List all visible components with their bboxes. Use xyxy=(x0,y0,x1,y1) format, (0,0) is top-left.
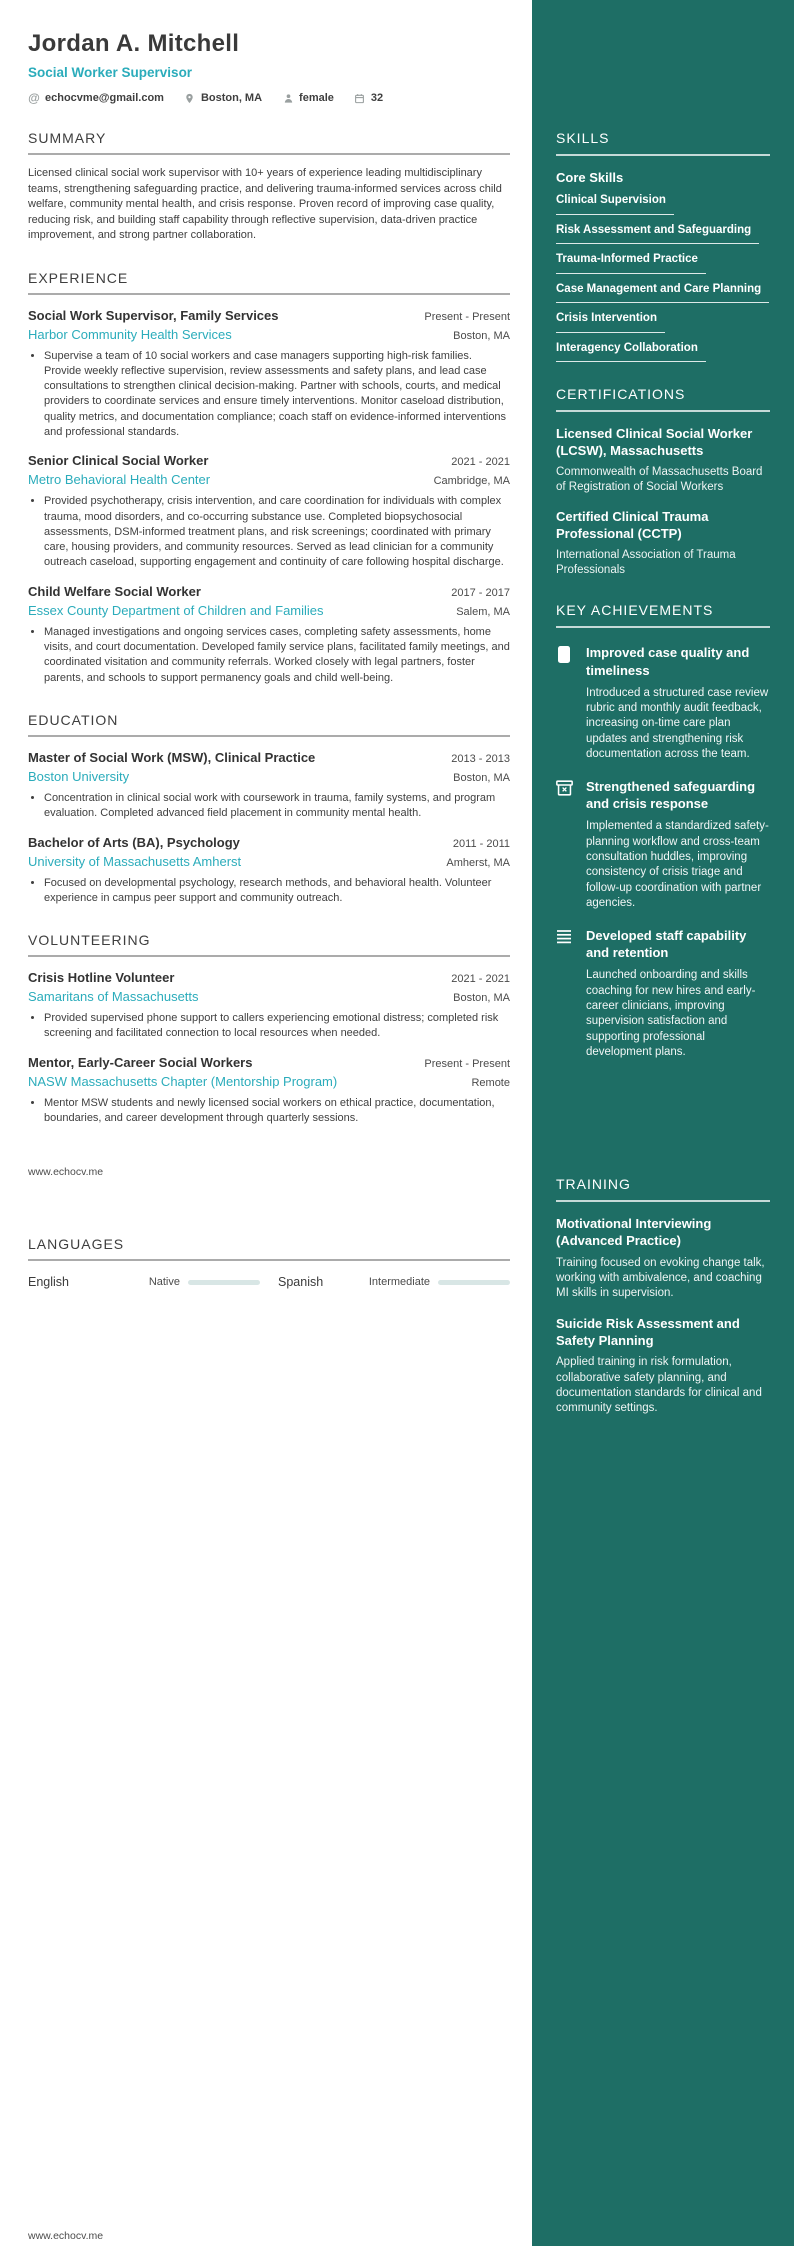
experience-section xyxy=(28,270,510,686)
experience-entry xyxy=(28,453,510,570)
job-bullet: • Supervise a team of 10 social workers and case managers supporting high-risk families. Provide weekly reflective supervision, review assessments and safety plans, and lead case consultations to strengthen clinical decision-making. Partner with schools, courts, and medical providers to coordinate services and ensure timely interventions. Monitor caseload distribution, quality metrics, and documentation compliance; coach staff on evidence-informed interventions and professional standards. xyxy=(44,349,510,441)
certifications-heading: CERTIFICATIONS xyxy=(556,386,770,412)
role-org: Samaritans of Massachusetts xyxy=(28,989,199,1005)
location-pin-icon xyxy=(184,92,196,104)
school-location: Amherst, MA xyxy=(446,856,510,869)
job-company: Harbor Community Health Services xyxy=(28,326,232,342)
volunteering-bullet: • Mentor MSW students and newly licensed social workers on ethical practice, documentation, boundaries, and career development through quarterly sessions. xyxy=(44,1096,510,1127)
degree-title: Bachelor of Arts (BA), Psychology xyxy=(28,834,240,850)
certifications-section xyxy=(556,386,770,578)
contact-location-text: Boston, MA xyxy=(200,92,263,104)
training-desc: Applied training in risk formulation, collaborative safety planning, and documentation standards for clinical and community settings. xyxy=(556,1356,762,1415)
achievement-text: Introduced a structured case review rubric and monthly audit feedback, increasing on-time care plan updates and strengthening risk documentation across the team. xyxy=(586,686,769,760)
summary-heading: SUMMARY xyxy=(28,130,510,155)
training-desc: Training focused on evoking change talk, working with ambivalence, and coaching MI skills in supervision. xyxy=(556,1256,765,1300)
job-title: Child Welfare Social Worker xyxy=(28,583,201,599)
job-title: Senior Clinical Social Worker xyxy=(28,453,209,469)
language-item xyxy=(278,1275,510,1289)
skill-item: Risk Assessment and Safeguarding xyxy=(556,215,759,245)
language-name: Spanish xyxy=(278,1275,324,1290)
volunteering-bullet: • Provided supervised phone support to callers experiencing emotional distress; completed risk screening and facilitated connection to local resources when needed. xyxy=(44,1011,510,1042)
achievements-heading: KEY ACHIEVEMENTS xyxy=(556,602,770,628)
achievement-text: Launched onboarding and skills coaching for new hires and early-career clinicians, improving supervision satisfaction and supporting professional development plans. xyxy=(586,969,756,1058)
role-location: Remote xyxy=(471,1076,510,1089)
role-org: NASW Massachusetts Chapter (Mentorship Program) xyxy=(28,1073,338,1089)
job-dates: 2021 - 2021 xyxy=(451,456,510,469)
language-name: English xyxy=(28,1275,69,1290)
experience-heading: EXPERIENCE xyxy=(28,270,510,295)
achievement-title: Improved case quality and timeliness xyxy=(586,645,750,678)
experience-entry xyxy=(28,584,510,686)
training-heading: TRAINING xyxy=(556,1176,770,1202)
achievement-title: Developed staff capability and retention xyxy=(586,928,747,961)
contact-gender-text: female xyxy=(299,92,334,104)
education-entry xyxy=(28,750,510,822)
language-level: Intermediate xyxy=(368,1276,430,1289)
language-proficiency-bar xyxy=(438,1280,510,1285)
role-dates: 2021 - 2021 xyxy=(451,973,510,986)
achievement-item xyxy=(556,927,770,1060)
certification-name: Licensed Clinical Social Worker (LCSW), Massachusetts xyxy=(556,426,753,458)
training-section xyxy=(556,1176,770,1417)
contact-age xyxy=(354,92,383,104)
volunteering-section xyxy=(28,932,510,1126)
skills-section xyxy=(556,130,770,362)
volunteering-entry xyxy=(28,970,510,1042)
skills-group-title: Core Skills xyxy=(556,170,624,185)
volunteering-heading: VOLUNTEERING xyxy=(28,932,510,957)
job-bullet: • Provided psychotherapy, crisis intervention, and care coordination for individuals with complex trauma, mood disorders, and co-occurring substance use. Completed biopsychosocial assessments, DSM-informed treatment plans, and risk screenings; coordinated with primary care, housing providers, and community resources. Served as lead clinician for a community outreach caseload, supporting engagement and continuity of care following hospital discharge. xyxy=(44,494,510,570)
job-location: Boston, MA xyxy=(453,329,510,342)
achievement-text: Implemented a standardized safety-planning workflow and cross-team consultation huddles, improving consistency of crisis triage and follow-up coordination with partner agencies. xyxy=(586,820,769,909)
person-icon xyxy=(282,92,294,104)
job-dates: Present - Present xyxy=(424,310,510,323)
degree-dates: 2011 - 2011 xyxy=(452,837,510,850)
school-name: University of Massachusetts Amherst xyxy=(28,853,242,869)
education-entry xyxy=(28,835,510,907)
experience-entry xyxy=(28,308,510,441)
skills-heading: SKILLS xyxy=(556,130,770,156)
website-link[interactable]: www.echocv.me xyxy=(28,1166,104,1179)
education-section xyxy=(28,712,510,906)
contact-row xyxy=(28,92,510,104)
language-proficiency-bar xyxy=(188,1280,260,1285)
achievements-section xyxy=(556,602,770,1060)
job-company: Essex County Department of Children and Families xyxy=(28,602,324,618)
skill-item: Crisis Intervention xyxy=(556,303,665,333)
certification-issuer: International Association of Trauma Professionals xyxy=(556,549,736,577)
education-heading: EDUCATION xyxy=(28,712,510,737)
job-location: Cambridge, MA xyxy=(433,475,510,488)
role-title: Crisis Hotline Volunteer xyxy=(28,970,175,986)
summary-text: Licensed clinical social work supervisor with 10+ years of experience leading multidisciplinary teams, strengthening safeguarding practice, and delivering trauma-informed services across child welfare, community mental health, and crisis response. Proven record of improving case quality, reducing risk, and building staff capability through reflective supervision, data-driven practice improvement, and strong partner collaboration. xyxy=(28,167,502,241)
job-bullet: • Managed investigations and ongoing services cases, completing safety assessments, home visits, and court documentation. Developed family service plans, facilitated family meetings, and coordinated visitation and community referrals. Worked closely with legal partners, foster parents, and schools to support permanency goals and child well-being. xyxy=(44,625,510,686)
skill-item: Interagency Collaboration xyxy=(556,333,706,363)
summary-section xyxy=(28,130,510,244)
list-lines-icon xyxy=(556,927,574,1060)
language-item xyxy=(28,1275,260,1289)
contact-age-text: 32 xyxy=(370,92,384,104)
achievement-item xyxy=(556,644,770,762)
skill-item: Case Management and Care Planning xyxy=(556,274,769,304)
education-bullet: • Focused on developmental psychology, research methods, and behavioral health. Volunteer experience in campus peer support and community outreach. xyxy=(44,876,510,907)
contact-gender xyxy=(282,92,334,104)
archive-box-icon xyxy=(556,778,574,911)
degree-title: Master of Social Work (MSW), Clinical Practice xyxy=(28,749,316,765)
role-title: Mentor, Early-Career Social Workers xyxy=(28,1054,253,1070)
achievement-item xyxy=(556,778,770,911)
email-icon: @ xyxy=(28,91,40,105)
person-job-title: Social Worker Supervisor xyxy=(28,65,193,80)
job-location: Salem, MA xyxy=(456,605,510,618)
training-name: Motivational Interviewing (Advanced Practice) xyxy=(556,1216,712,1248)
school-name: Boston University xyxy=(28,768,130,784)
achievement-title: Strengthened safeguarding and crisis response xyxy=(586,779,756,812)
sidebar xyxy=(532,0,794,2246)
skill-item: Trauma-Informed Practice xyxy=(556,244,706,274)
degree-dates: 2013 - 2013 xyxy=(451,752,510,765)
job-dates: 2017 - 2017 xyxy=(451,586,510,599)
certification-issuer: Commonwealth of Massachusetts Board of Registration of Social Workers xyxy=(556,465,763,494)
job-title: Social Work Supervisor, Family Services xyxy=(28,307,279,323)
calendar-icon xyxy=(354,92,366,104)
job-company: Metro Behavioral Health Center xyxy=(28,472,211,488)
languages-section xyxy=(28,1236,510,1289)
language-level: Native xyxy=(148,1276,180,1289)
volunteering-entry xyxy=(28,1055,510,1127)
book-icon xyxy=(556,644,574,762)
skill-item: Clinical Supervision xyxy=(556,185,674,215)
person-name: Jordan A. Mitchell xyxy=(28,30,240,57)
contact-location xyxy=(184,92,262,104)
contact-email[interactable] xyxy=(28,92,164,104)
contact-email-text: echocvme@gmail.com xyxy=(45,92,164,104)
role-location: Boston, MA xyxy=(453,992,510,1005)
training-name: Suicide Risk Assessment and Safety Planning xyxy=(556,1315,740,1348)
school-location: Boston, MA xyxy=(453,771,510,784)
website-link[interactable]: www.echocv.me xyxy=(28,2230,104,2242)
role-dates: Present - Present xyxy=(424,1057,510,1070)
languages-heading: LANGUAGES xyxy=(28,1236,510,1261)
certification-name: Certified Clinical Trauma Professional (CCTP) xyxy=(556,509,709,542)
languages-row xyxy=(28,1275,510,1289)
education-bullet: • Concentration in clinical social work with coursework in trauma, family systems, and program evaluation. Completed advanced field placement in community mental health. xyxy=(44,791,510,822)
